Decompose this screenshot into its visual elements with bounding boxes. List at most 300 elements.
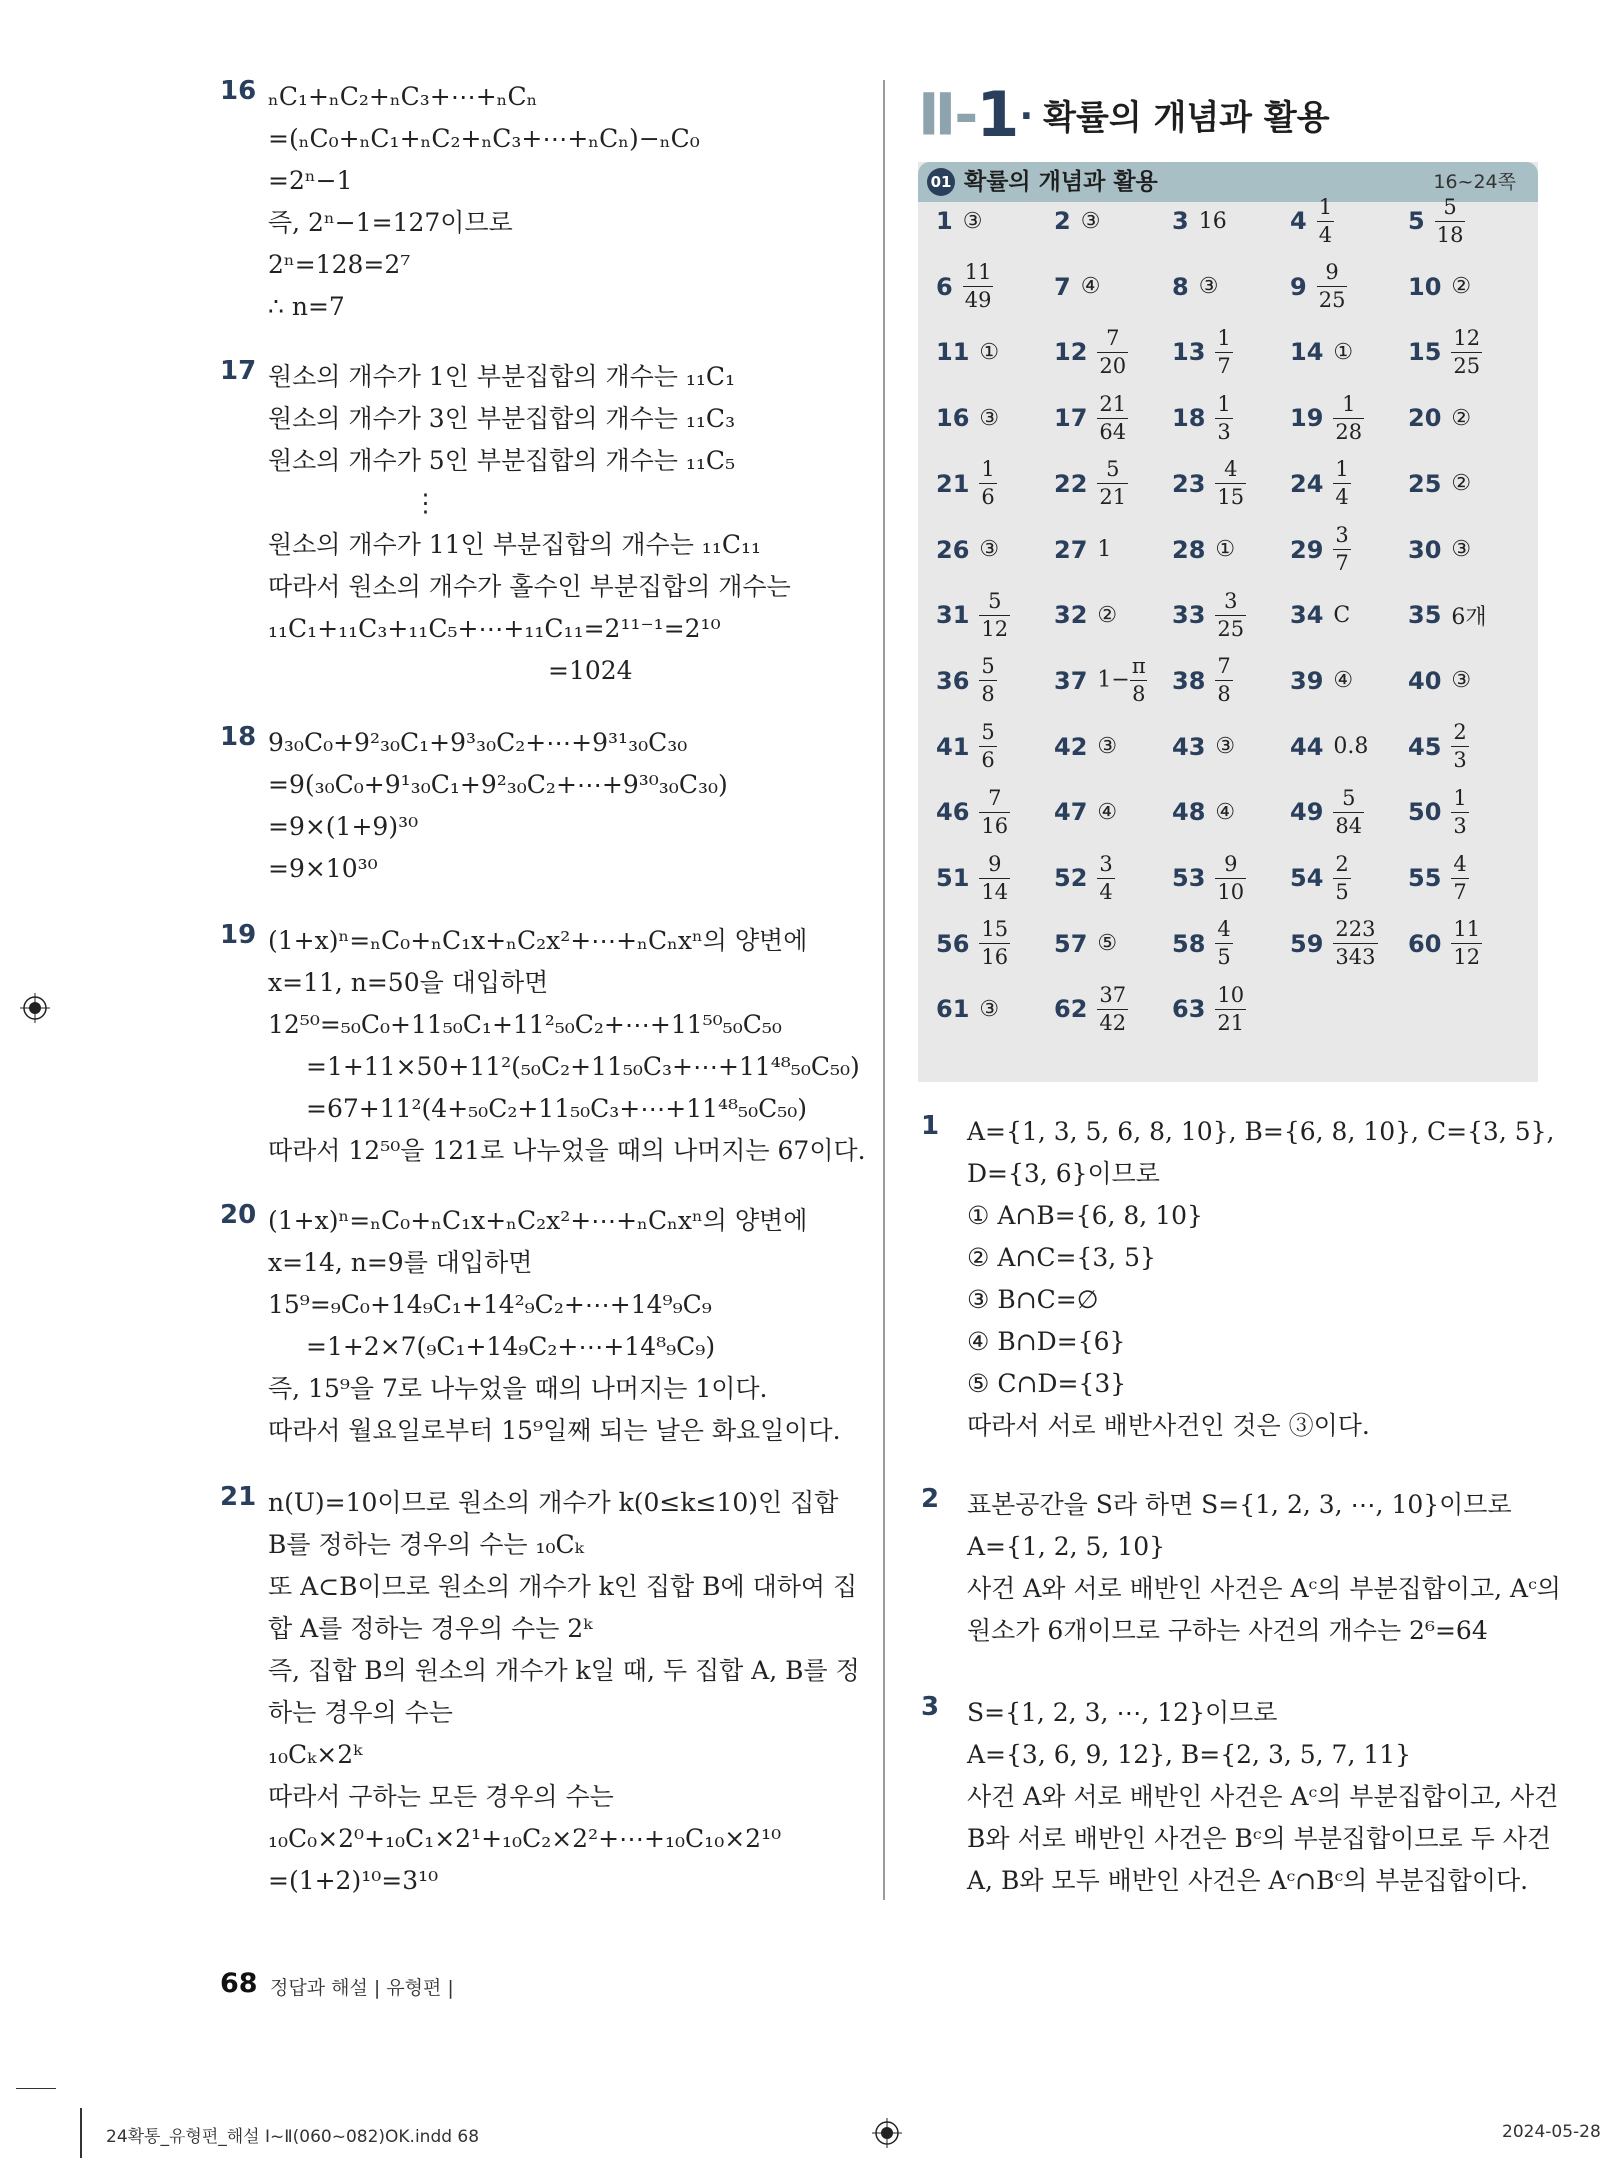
fraction-denominator: 8 (1132, 682, 1146, 707)
slug-filename: 24확통_유형편_해설 Ⅰ~Ⅱ(060~082)OK.indd 68 (106, 2127, 480, 2147)
solution-line: ④ B∩D={6} (967, 1327, 1126, 1356)
fraction-numerator: 223 (1335, 917, 1376, 942)
answer-item (1408, 782, 1469, 842)
fraction (1097, 982, 1128, 1035)
fraction (979, 851, 1010, 904)
solution-line: =9(₃₀C₀+9¹₃₀C₁+9²₃₀C₂+⋯+9³⁰₃₀C₃₀) (268, 770, 728, 799)
answer-value: ③ (1198, 274, 1219, 300)
answer-number: 3 (1172, 207, 1189, 235)
answer-item (1054, 782, 1117, 842)
answer-item (1054, 585, 1117, 645)
solution-line: 2ⁿ=128=2⁷ (268, 250, 411, 279)
fraction (1317, 262, 1348, 311)
answer-value (1097, 982, 1128, 1035)
solution-line: =1+2×7(₉C₁+14₉C₂+⋯+14⁸₉C₉) (306, 1332, 716, 1361)
answer-value: ③ (979, 405, 1000, 431)
fraction-denominator: 8 (1217, 682, 1231, 707)
solution-line: ₙC₁+ₙC₂+ₙC₃+⋯+ₙCₙ (268, 82, 538, 111)
fraction-numerator: 1 (1335, 457, 1349, 482)
answer-value (1333, 785, 1364, 838)
fraction-denominator: 6 (981, 748, 995, 773)
solution-line: S={1, 2, 3, ⋯, 12}이므로 (967, 1698, 1278, 1727)
fraction (1435, 194, 1466, 247)
answer-item (1408, 388, 1471, 448)
fraction-numerator: 9 (1224, 851, 1238, 876)
answer-item (1290, 454, 1351, 514)
section-dash: - (954, 80, 977, 149)
fraction-denominator: 20 (1099, 353, 1127, 378)
solution-line: 사건 A와 서로 배반인 사건은 Aᶜ의 부분집합이고, 사건 (967, 1782, 1559, 1811)
answer-item (1172, 191, 1227, 251)
fraction-denominator: 64 (1099, 419, 1127, 444)
solution-line: (1+x)ⁿ=ₙC₀+ₙC₁x+ₙC₂x²+⋯+ₙCₙxⁿ의 양변에 (268, 926, 808, 955)
solution-line: 표본공간을 S라 하면 S={1, 2, 3, ⋯, 10}이므로 (967, 1490, 1512, 1519)
answer-number: 9 (1290, 272, 1307, 301)
solution-line: =1024 (548, 656, 633, 685)
fraction (1451, 785, 1468, 838)
answer-item (936, 914, 1010, 974)
fraction-numerator: 2 (1453, 720, 1467, 745)
answer-item (1054, 454, 1128, 514)
answer-value (1451, 919, 1482, 968)
answer-item (936, 717, 997, 777)
answer-number: 12 (1054, 338, 1088, 367)
answer-value: 6개 (1451, 604, 1487, 630)
answer-value: ④ (1215, 799, 1236, 825)
answer-number: 42 (1054, 732, 1088, 761)
answer-number: 58 (1172, 929, 1206, 958)
section-title: 확률의 개념과 활용 (1043, 98, 1330, 138)
problem-number: 18 (220, 722, 257, 752)
answer-number: 57 (1054, 929, 1088, 958)
fraction-numerator: 5 (1342, 785, 1356, 810)
solution-line: 따라서 구하는 모든 경우의 수는 (268, 1782, 614, 1811)
fraction-denominator: 8 (981, 682, 995, 707)
answer-number: 62 (1054, 995, 1088, 1024)
answer-number: 16 (936, 404, 970, 433)
fraction-denominator: 5 (1217, 945, 1231, 970)
fraction-numerator: 9 (988, 851, 1002, 876)
fraction-numerator: 10 (1217, 982, 1245, 1007)
answer-value: ④ (1333, 668, 1354, 694)
fraction-numerator: 37 (1099, 982, 1127, 1007)
fraction-numerator: 3 (1099, 851, 1113, 876)
answer-value: ④ (1097, 799, 1118, 825)
answer-item (1054, 257, 1100, 317)
answer-item (1054, 322, 1128, 382)
solution-line: =1+11×50+11²(₅₀C₂+11₅₀C₃+⋯+11⁴⁸₅₀C₅₀) (306, 1052, 860, 1081)
section-heading (918, 78, 1330, 151)
answer-number: 36 (936, 666, 970, 695)
answer-number: 50 (1408, 798, 1442, 827)
answer-number: 56 (936, 929, 970, 958)
answer-number: 63 (1172, 995, 1206, 1024)
answer-number: 27 (1054, 535, 1088, 564)
answer-value (1215, 325, 1232, 378)
answer-item (1172, 257, 1218, 317)
answer-number: 23 (1172, 469, 1206, 498)
answer-item (1290, 322, 1353, 382)
solution-line: =(1+2)¹⁰=3¹⁰ (268, 1866, 439, 1895)
answer-value (1435, 194, 1466, 247)
answer-value (979, 851, 1010, 904)
fraction-denominator: 18 (1436, 222, 1464, 247)
answer-item (1054, 717, 1117, 777)
answer-value: ② (1097, 602, 1118, 628)
solution-line: ₁₀Cₖ×2ᵏ (268, 1740, 363, 1769)
answer-value (979, 588, 1010, 641)
answer-item (1290, 520, 1351, 580)
answer-value (979, 919, 1010, 968)
fraction-denominator: 5 (1335, 879, 1349, 904)
answer-number: 25 (1408, 469, 1442, 498)
problem-number: 21 (220, 1482, 257, 1512)
answer-item (1172, 585, 1246, 645)
answer-value (979, 656, 996, 705)
answer-number: 51 (936, 864, 970, 892)
fraction (1333, 919, 1377, 968)
fraction-denominator: 4 (1318, 222, 1333, 247)
crop-mark (16, 2088, 56, 2089)
answer-value: ⑤ (1097, 931, 1118, 957)
answer-item (1172, 651, 1233, 711)
answer-item (1054, 388, 1128, 448)
fraction (1097, 459, 1128, 508)
fraction (1333, 785, 1364, 838)
answer-value: ③ (979, 537, 1000, 562)
solution-line: D={3, 6}이므로 (967, 1159, 1160, 1188)
answer-item (936, 454, 997, 514)
solution-line: 즉, 2ⁿ−1=127이므로 (268, 208, 513, 237)
answer-number: 29 (1290, 535, 1324, 564)
fraction-denominator: 16 (981, 813, 1009, 838)
answer-value: ② (1451, 471, 1472, 497)
answer-item (1054, 848, 1115, 908)
fraction (1215, 851, 1246, 904)
answer-number: 39 (1290, 666, 1324, 695)
solution-line: B와 서로 배반인 사건은 Bᶜ의 부분집합이므로 두 사건 (967, 1824, 1552, 1853)
column-divider (883, 80, 885, 1900)
answer-number: 8 (1172, 272, 1189, 301)
answer-number: 11 (936, 338, 970, 367)
fraction-denominator: 25 (1318, 288, 1346, 313)
answer-value (1317, 194, 1334, 247)
answer-item (1290, 651, 1353, 711)
answer-item (936, 651, 997, 711)
solution-line: x=11, n=50을 대입하면 (268, 968, 549, 997)
answer-number: 34 (1290, 601, 1324, 630)
answer-value: ③ (1451, 668, 1472, 694)
answer-number: 46 (936, 798, 970, 827)
fraction-denominator: 14 (981, 879, 1009, 904)
answer-value (979, 785, 1010, 838)
answer-item (936, 782, 1010, 842)
answer-value (1215, 982, 1246, 1035)
fraction-denominator: 7 (1217, 353, 1231, 378)
answer-number: 61 (936, 995, 970, 1024)
answer-value: ② (1451, 274, 1472, 300)
solution-line: ₁₀C₀×2⁰+₁₀C₁×2¹+₁₀C₂×2²+⋯+₁₀C₁₀×2¹⁰ (268, 1824, 782, 1853)
solution-line: 사건 A와 서로 배반인 사건은 Aᶜ의 부분집합이고, Aᶜ의 (967, 1574, 1561, 1603)
answer-number: 6 (936, 272, 953, 301)
answer-value (1333, 525, 1350, 574)
answer-value: 16 (1198, 208, 1227, 234)
answer-number: 28 (1172, 535, 1206, 564)
fraction-denominator: 3 (1217, 419, 1231, 444)
fraction-denominator: 21 (1099, 485, 1127, 510)
fraction-denominator: 10 (1217, 879, 1245, 904)
answer-value: ① (1333, 339, 1354, 365)
solution-line: 9₃₀C₀+9²₃₀C₁+9³₃₀C₂+⋯+9³¹₃₀C₃₀ (268, 728, 688, 757)
fraction-numerator: 12 (1453, 325, 1481, 350)
problem-number: 16 (220, 76, 257, 106)
problem-number: 1 (921, 1111, 940, 1141)
solution-line: =9×(1+9)³⁰ (268, 812, 419, 841)
solution-line: ① A∩B={6, 8, 10} (967, 1201, 1203, 1230)
answer-item (936, 191, 982, 251)
answer-value: 1 (1097, 537, 1112, 562)
answer-item (1054, 191, 1100, 251)
answer-number: 26 (936, 535, 970, 564)
section-roman: Ⅱ (918, 80, 955, 149)
answer-number: 43 (1172, 732, 1206, 761)
answer-item (936, 520, 999, 580)
solution-line: 즉, 15⁹을 7로 나누었을 때의 나머지는 1이다. (268, 1374, 768, 1403)
answer-number: 10 (1408, 272, 1442, 301)
answer-item (1290, 191, 1334, 251)
fraction-denominator: 12 (1453, 945, 1481, 970)
solution-line: A, B와 모두 배반인 사건은 Aᶜ∩Bᶜ의 부분집합이다. (967, 1866, 1529, 1895)
answer-item (1172, 454, 1246, 514)
answer-number: 40 (1408, 666, 1442, 695)
fraction-denominator: 6 (981, 485, 995, 510)
answer-number: 20 (1408, 404, 1442, 433)
fraction-numerator: 7 (1106, 325, 1120, 350)
answer-item (1408, 848, 1469, 908)
registration-mark-icon (20, 993, 50, 1023)
answer-item (936, 388, 999, 448)
answer-value (1097, 851, 1114, 904)
answer-value (1097, 325, 1128, 378)
answer-number: 52 (1054, 864, 1088, 892)
fraction-numerator: 1 (1318, 194, 1333, 219)
answer-box (918, 162, 1538, 1082)
fraction-numerator: 5 (981, 654, 995, 679)
fraction-numerator: 11 (964, 260, 992, 285)
answer-number: 22 (1054, 469, 1088, 498)
answer-number: 49 (1290, 798, 1324, 827)
answer-number: 35 (1408, 601, 1442, 630)
answer-value: 0.8 (1333, 734, 1369, 760)
answer-item (1290, 585, 1350, 645)
answer-number: 60 (1408, 929, 1442, 958)
answer-item (1172, 979, 1246, 1039)
solution-line: A={1, 3, 5, 6, 8, 10}, B={6, 8, 10}, C={3, 5}, (967, 1117, 1555, 1146)
answer-item (1172, 848, 1246, 908)
solution-line: =9×10³⁰ (268, 854, 378, 883)
solution-line: x=14, n=9를 대입하면 (268, 1248, 533, 1277)
answer-item (1408, 717, 1469, 777)
answer-item (1408, 257, 1471, 317)
answer-value (1333, 391, 1364, 444)
answer-value (1215, 588, 1246, 641)
answer-number: 31 (936, 601, 970, 630)
footer-label: 정답과 해설 | 유형편 | (270, 1977, 454, 1999)
fraction-numerator: 15 (981, 917, 1009, 942)
answer-item (1290, 257, 1347, 317)
answer-value: C (1333, 602, 1351, 628)
solution-line: 또 A⊂B이므로 원소의 개수가 k인 집합 B에 대하여 집 (268, 1572, 858, 1601)
solution-line: 하는 경우의 수는 (268, 1698, 453, 1727)
fraction-numerator: 7 (988, 785, 1002, 810)
solution-line: =67+11²(4+₅₀C₂+11₅₀C₃+⋯+11⁴⁸₅₀C₅₀) (306, 1094, 808, 1123)
fraction-denominator: 49 (964, 288, 992, 313)
answer-number: 47 (1054, 798, 1088, 827)
solution-line: ③ B∩C=∅ (967, 1285, 1099, 1314)
answer-header-title: 확률의 개념과 활용 (964, 169, 1158, 195)
answer-number: 2 (1054, 207, 1071, 235)
fraction (1333, 851, 1350, 904)
fraction-denominator: 7 (1453, 879, 1467, 904)
answer-value (1215, 459, 1246, 508)
fraction-numerator: 5 (1443, 194, 1457, 219)
fraction-numerator: 11 (1453, 917, 1481, 942)
fraction (1130, 656, 1148, 705)
fraction (1451, 919, 1482, 968)
problem-number: 20 (220, 1200, 257, 1230)
answer-item (1290, 388, 1364, 448)
answer-item (1172, 388, 1233, 448)
solution-line: 원소의 개수가 11인 부분집합의 개수는 ₁₁C₁₁ (268, 530, 762, 559)
fraction (1215, 459, 1246, 508)
answer-number: 18 (1172, 404, 1206, 433)
answer-value (1451, 722, 1468, 771)
answer-item (1172, 717, 1235, 777)
answer-item (1290, 717, 1368, 777)
answer-number: 17 (1054, 404, 1088, 433)
fraction-numerator: 1 (1453, 785, 1467, 810)
solution-line: =(ₙC₀+ₙC₁+ₙC₂+ₙC₃+⋯+ₙCₙ)−ₙC₀ (268, 124, 700, 153)
solution-line: ∴ n=7 (268, 292, 345, 321)
answer-value (1317, 262, 1348, 311)
answer-number: 5 (1408, 207, 1425, 235)
answer-value (1215, 919, 1232, 968)
answer-value (1215, 656, 1232, 705)
answer-value: ③ (1080, 208, 1101, 234)
answer-value: ③ (962, 208, 983, 234)
answer-value (1215, 391, 1232, 444)
answer-number: 4 (1290, 207, 1307, 235)
answer-number: 1 (936, 207, 953, 235)
answer-item (1408, 914, 1482, 974)
fraction (1215, 391, 1232, 444)
fraction-denominator: 25 (1217, 616, 1245, 641)
answer-item (1408, 651, 1471, 711)
answer-value (1097, 656, 1147, 705)
answer-number: 15 (1408, 338, 1442, 367)
answer-item (1290, 848, 1351, 908)
solution-line: A={1, 2, 5, 10} (967, 1532, 1166, 1561)
fraction (979, 588, 1010, 641)
page-number: 68 (220, 1968, 258, 1999)
answer-item (1172, 782, 1235, 842)
fraction (979, 722, 996, 771)
solution-line: 따라서 서로 배반사건인 것은 ③이다. (967, 1411, 1370, 1440)
answer-item (1408, 454, 1471, 514)
fraction-denominator: 4 (1099, 879, 1113, 904)
solution-line: ② A∩C={3, 5} (967, 1243, 1156, 1272)
fraction-denominator: 25 (1453, 353, 1481, 378)
answer-item (936, 257, 993, 317)
fraction (1097, 391, 1128, 444)
answer-item (1054, 520, 1111, 580)
fraction-numerator: 5 (1106, 457, 1120, 482)
answer-item (1054, 979, 1128, 1039)
fraction-numerator: 2 (1335, 851, 1349, 876)
answer-item (1408, 322, 1482, 382)
solution-line: n(U)=10이므로 원소의 개수가 k(0≤k≤10)인 집합 (268, 1488, 839, 1517)
answer-number: 33 (1172, 601, 1206, 630)
fraction (1097, 325, 1128, 378)
answer-prefix: 1− (1097, 667, 1130, 693)
fraction (1333, 459, 1350, 508)
answer-page-range: 16~24쪽 (1433, 171, 1516, 193)
solution-line: ⑤ C∩D={3} (967, 1369, 1127, 1398)
answer-value (1215, 851, 1246, 904)
solution-line: 따라서 12⁵⁰을 121로 나누었을 때의 나머지는 67이다. (268, 1136, 866, 1165)
answer-value (1097, 459, 1128, 508)
fraction-numerator: 1 (1217, 391, 1231, 416)
answer-value: ③ (1451, 537, 1472, 562)
answer-value (1097, 391, 1128, 444)
solution-line: 15⁹=₉C₀+14₉C₁+14²₉C₂+⋯+14⁹₉C₉ (268, 1290, 712, 1319)
answer-number: 19 (1290, 404, 1324, 433)
answer-value: ③ (1215, 734, 1236, 760)
answer-item (1408, 585, 1487, 645)
fraction-numerator: 9 (1325, 260, 1339, 285)
fraction-denominator: 7 (1335, 551, 1349, 575)
answer-number: 37 (1054, 666, 1088, 695)
fraction-numerator: 7 (1217, 654, 1231, 679)
answer-item (936, 585, 1010, 645)
solution-line: 따라서 월요일로부터 15⁹일째 되는 날은 화요일이다. (268, 1416, 841, 1445)
fraction-numerator: 4 (1453, 851, 1467, 876)
fraction (1333, 391, 1364, 444)
fraction (1451, 851, 1468, 904)
answer-value (1333, 919, 1377, 968)
solution-line: 즉, 집합 B의 원소의 개수가 k일 때, 두 집합 A, B를 정 (268, 1656, 860, 1685)
fraction (1215, 982, 1246, 1035)
solution-line: 따라서 원소의 개수가 홀수인 부분집합의 개수는 (268, 572, 791, 601)
vertical-ellipsis: ⋮ (413, 488, 438, 517)
answer-item (936, 848, 1010, 908)
answer-value (1333, 459, 1350, 508)
answer-value: ① (979, 339, 1000, 365)
answer-number: 21 (936, 469, 970, 498)
problem-number: 3 (921, 1692, 940, 1722)
fraction (979, 785, 1010, 838)
fraction-numerator: 1 (1217, 325, 1231, 350)
answer-value (979, 722, 996, 771)
fraction (1317, 194, 1334, 247)
solution-line: B를 정하는 경우의 수는 ₁₀Cₖ (268, 1530, 584, 1559)
solution-line: ₁₁C₁+₁₁C₃+₁₁C₅+⋯+₁₁C₁₁=2¹¹⁻¹=2¹⁰ (268, 614, 721, 643)
fraction (1215, 325, 1232, 378)
section-number: 1 (976, 78, 1020, 151)
answer-item (1290, 782, 1364, 842)
fraction-denominator: 4 (1335, 485, 1349, 510)
solution-line: 원소의 개수가 5인 부분집합의 개수는 ₁₁C₅ (268, 446, 736, 475)
